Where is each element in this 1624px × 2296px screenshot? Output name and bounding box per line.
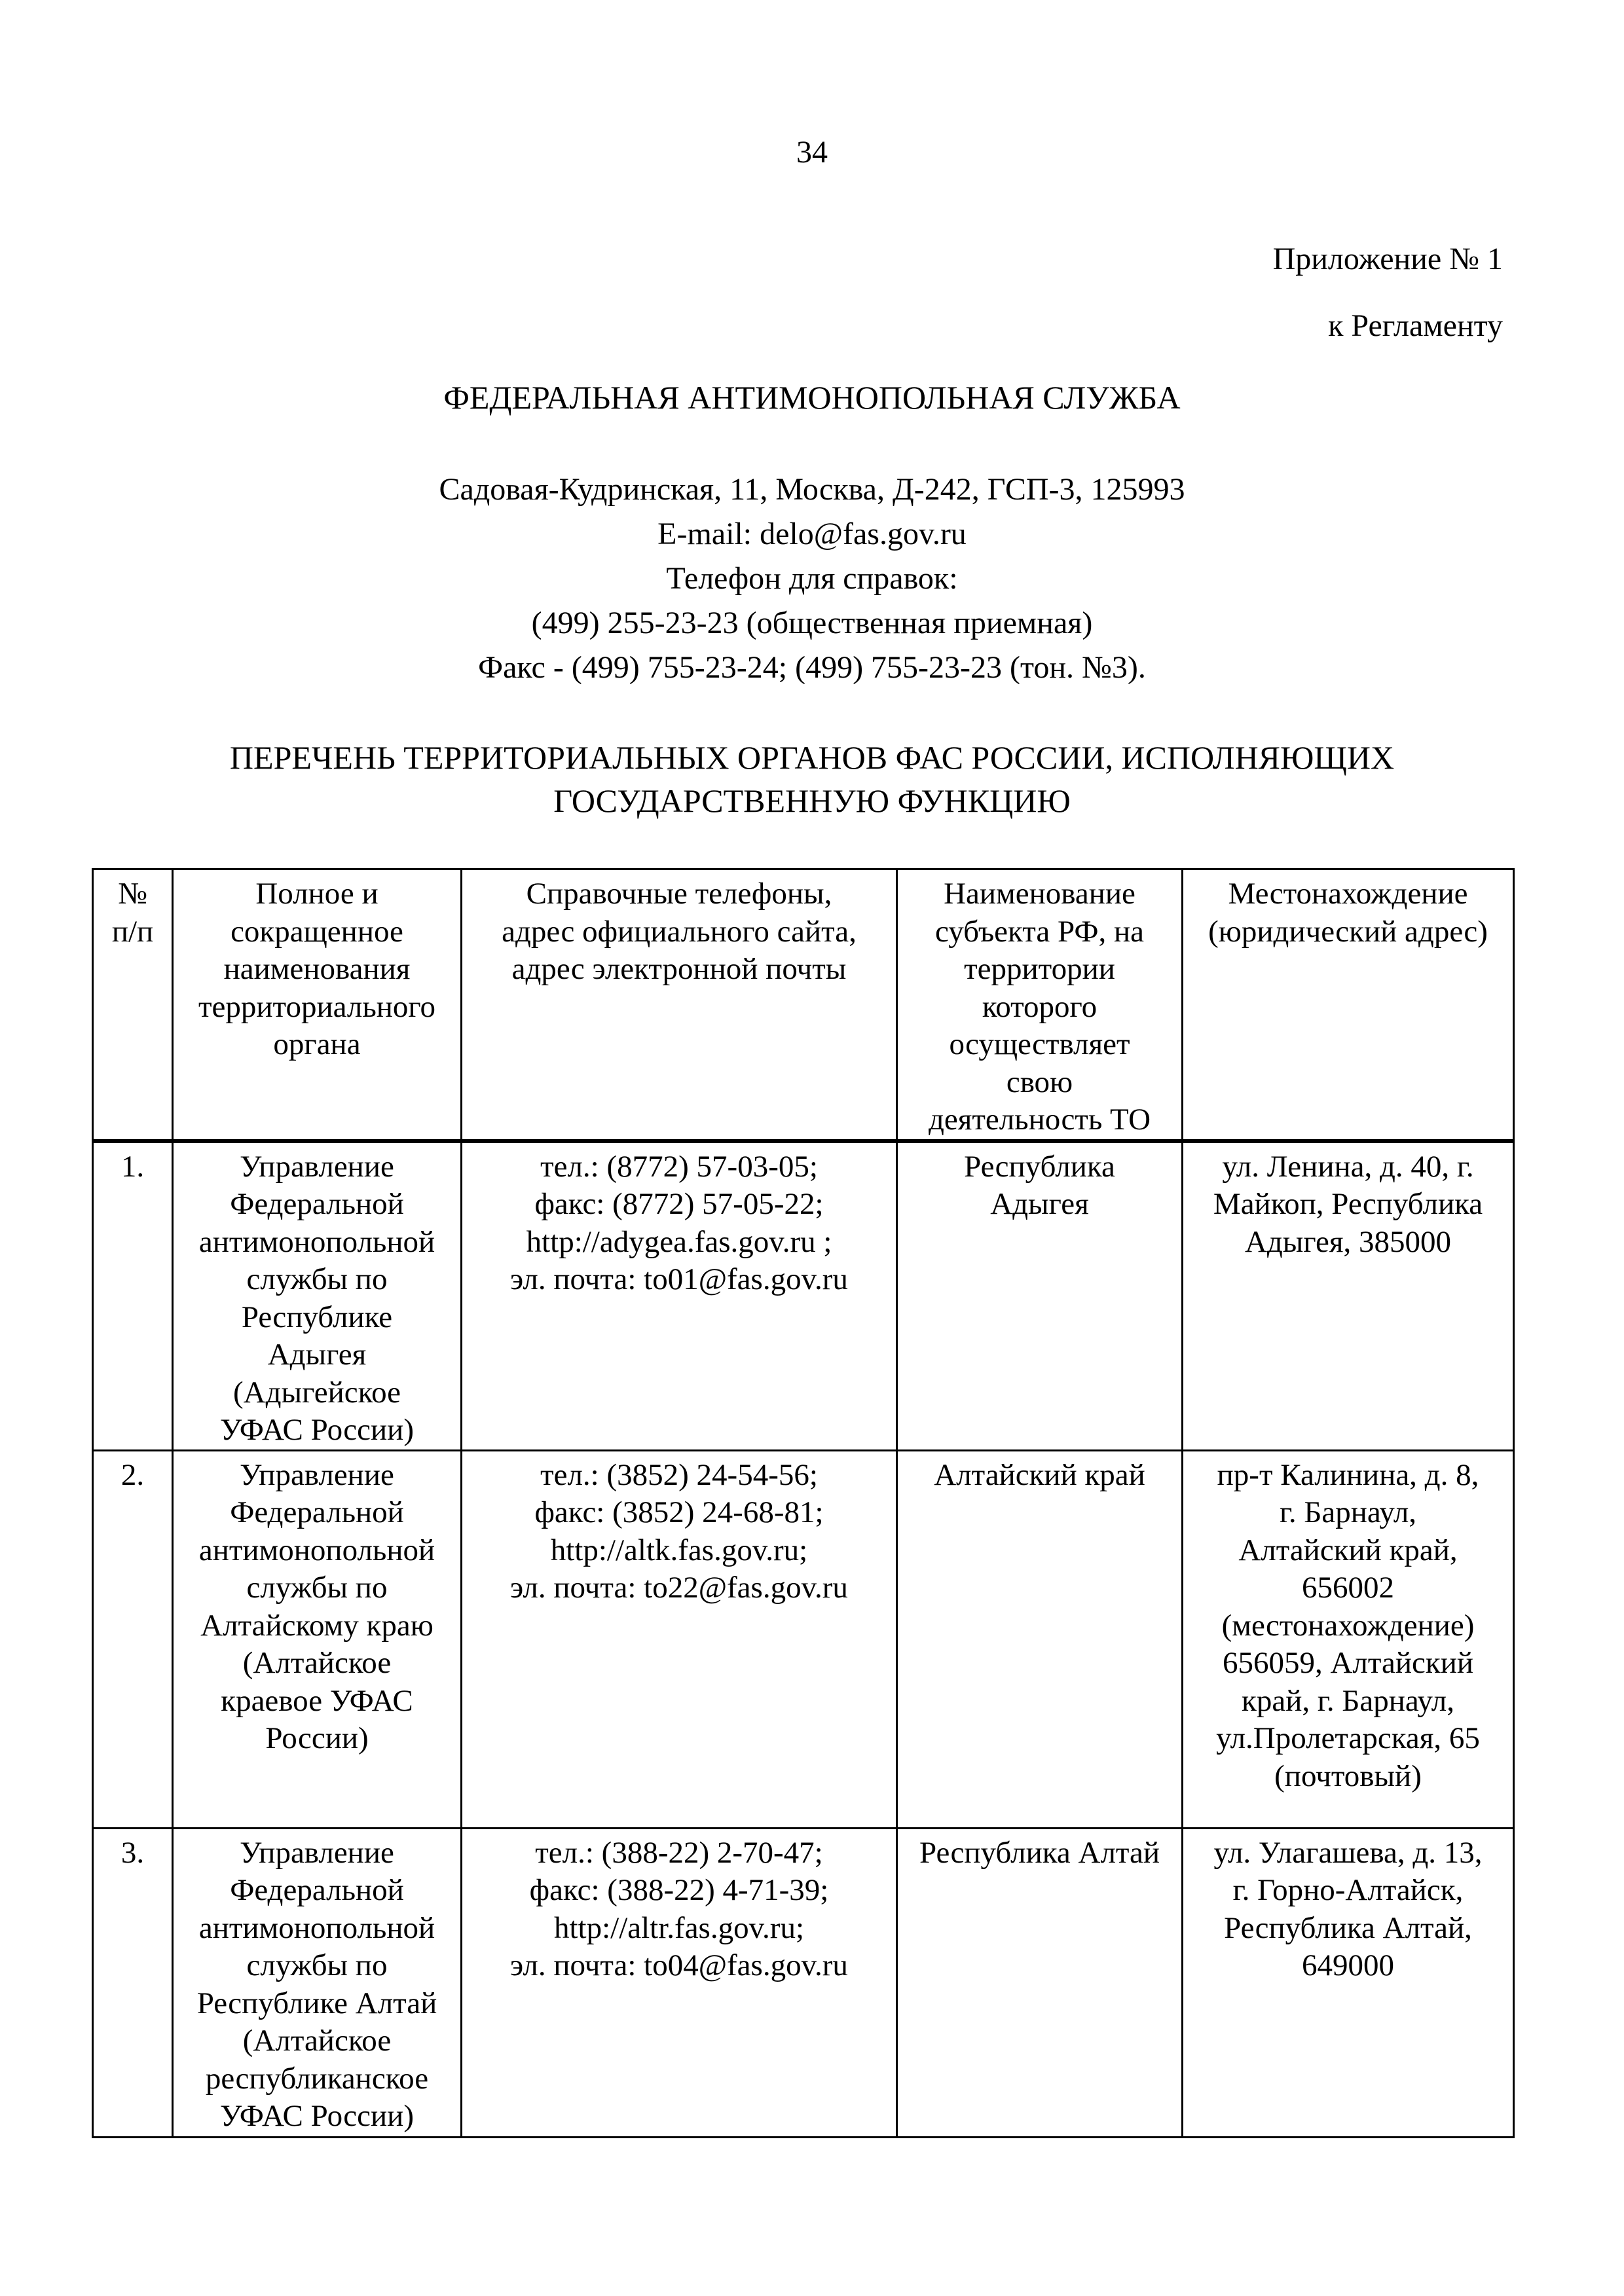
- cell-name: [173, 1450, 462, 1828]
- cell-line: УФАС России): [220, 1413, 414, 1447]
- cell-line: свою: [1006, 1065, 1073, 1099]
- cell-line: территориального: [198, 989, 436, 1024]
- cell-line: службы по: [246, 1948, 388, 1982]
- cell-line: Республике: [241, 1300, 393, 1334]
- cell-contacts: [462, 1141, 897, 1451]
- cell-line: сокращенное: [231, 914, 403, 949]
- cell-number: [93, 1141, 173, 1451]
- cell-region: [897, 1141, 1183, 1451]
- cell-line: антимонопольной: [198, 1533, 435, 1567]
- cell-line: службы по: [246, 1262, 388, 1296]
- cell-line: 656002: [1302, 1571, 1394, 1605]
- cell-line: факс: (8772) 57-05-22;: [534, 1187, 824, 1221]
- cell-line: Адыгея, 385000: [1244, 1224, 1452, 1259]
- cell-line: факс: (3852) 24-68-81;: [534, 1495, 824, 1529]
- cell-line: республиканское: [205, 2061, 429, 2096]
- cell-line: наименования: [223, 952, 411, 986]
- cell-line: Майкоп, Республика: [1213, 1187, 1483, 1221]
- list-heading-line: ГОСУДАРСТВЕННУЮ ФУНКЦИЮ: [553, 782, 1071, 819]
- contact-block: [0, 467, 1624, 690]
- cell-line: эл. почта: to04@fas.gov.ru: [510, 1948, 848, 1982]
- cell-line: №: [118, 877, 147, 911]
- cell-line: 1.: [120, 1149, 145, 1184]
- cell-line: Управление: [240, 1457, 394, 1492]
- fax-line: Факс - (499) 755-23-24; (499) 755-23-23 (тон. №3).: [478, 650, 1146, 685]
- header-name: [173, 869, 462, 1141]
- cell-line: Полное и: [255, 877, 378, 911]
- cell-line: Федеральной: [230, 1495, 404, 1529]
- page-number: 34: [796, 135, 828, 170]
- cell-line: Республика Алтай: [919, 1835, 1160, 1870]
- cell-line: (местонахождение): [1221, 1608, 1475, 1643]
- cell-line: эл. почта: to01@fas.gov.ru: [510, 1262, 848, 1296]
- list-heading: [0, 736, 1624, 822]
- cell-line: органа: [273, 1027, 361, 1061]
- appendix-number: Приложение № 1: [1272, 242, 1503, 276]
- table-row: [93, 1141, 1514, 1451]
- cell-line: край, г. Барнаул,: [1242, 1683, 1454, 1718]
- header-address: [1183, 869, 1514, 1141]
- table-row: [93, 1828, 1514, 2137]
- cell-line: (Алтайское: [242, 2024, 392, 2058]
- cell-name: [173, 1828, 462, 2137]
- cell-line: УФАС России): [220, 2099, 414, 2133]
- cell-line: ул.Пролетарская, 65: [1216, 1721, 1480, 1755]
- cell-line: 649000: [1302, 1948, 1394, 1982]
- cell-line: которого: [982, 989, 1098, 1024]
- cell-name: [173, 1141, 462, 1451]
- cell-line: антимонопольной: [198, 1910, 435, 1945]
- postal-address: Садовая-Кудринская, 11, Москва, Д-242, ГСП-3, 125993: [439, 472, 1185, 507]
- cell-line: эл. почта: to22@fas.gov.ru: [510, 1571, 848, 1605]
- cell-line: антимонопольной: [198, 1224, 435, 1259]
- cell-line: краевое УФАС: [221, 1683, 413, 1718]
- cell-line: (юридический адрес): [1208, 914, 1488, 949]
- cell-line: Справочные телефоны,: [526, 877, 832, 911]
- cell-line: тел.: (8772) 57-03-05;: [540, 1149, 818, 1184]
- cell-line: Алтайский край,: [1238, 1533, 1458, 1567]
- cell-line: (Алтайское: [242, 1646, 392, 1680]
- organization-title: ФЕДЕРАЛЬНАЯ АНТИМОНОПОЛЬНАЯ СЛУЖБА: [443, 379, 1181, 416]
- cell-line: ул. Улагашева, д. 13,: [1213, 1835, 1483, 1870]
- cell-line: деятельность ТО: [928, 1102, 1151, 1137]
- cell-contacts: [462, 1828, 897, 2137]
- cell-line: адрес электронной почты: [511, 952, 847, 986]
- appendix-note: [1273, 226, 1503, 359]
- cell-line: России): [265, 1721, 369, 1755]
- cell-line: http://adygea.fas.gov.ru ;: [526, 1224, 832, 1259]
- cell-line: п/п: [111, 914, 154, 949]
- cell-region: [897, 1828, 1183, 2137]
- list-heading-line: ПЕРЕЧЕНЬ ТЕРРИТОРИАЛЬНЫХ ОРГАНОВ ФАС РОССИИ, ИСПОЛНЯЮЩИХ: [229, 739, 1395, 776]
- cell-line: территории: [964, 952, 1115, 986]
- cell-line: Алтайскому краю: [200, 1608, 434, 1643]
- phone-label: Телефон для справок:: [666, 561, 958, 596]
- cell-line: тел.: (388-22) 2-70-47;: [535, 1835, 823, 1870]
- cell-line: http://altk.fas.gov.ru;: [550, 1533, 808, 1567]
- cell-address: [1183, 1141, 1514, 1451]
- cell-line: ул. Ленина, д. 40, г.: [1222, 1149, 1474, 1184]
- cell-number: [93, 1828, 173, 2137]
- cell-line: 3.: [120, 1835, 145, 1870]
- cell-line: тел.: (3852) 24-54-56;: [540, 1457, 818, 1492]
- cell-line: осуществляет: [949, 1027, 1130, 1061]
- cell-line: г. Барнаул,: [1279, 1495, 1417, 1529]
- table-row: [93, 1450, 1514, 1828]
- cell-address: [1183, 1450, 1514, 1828]
- cell-line: факс: (388-22) 4-71-39;: [529, 1873, 829, 1907]
- cell-line: субъекта РФ, на: [935, 914, 1144, 949]
- cell-line: Алтайский край: [934, 1457, 1145, 1492]
- appendix-reference: к Регламенту: [1328, 308, 1503, 343]
- cell-line: (Адыгейское: [233, 1375, 401, 1410]
- cell-line: адрес официального сайта,: [502, 914, 857, 949]
- cell-line: Федеральной: [230, 1873, 404, 1907]
- cell-address: [1183, 1828, 1514, 2137]
- cell-line: Управление: [240, 1835, 394, 1870]
- cell-region: [897, 1450, 1183, 1828]
- cell-line: Наименование: [944, 877, 1135, 911]
- cell-line: Федеральной: [230, 1187, 404, 1221]
- cell-line: Управление: [240, 1149, 394, 1184]
- cell-line: http://altr.fas.gov.ru;: [553, 1910, 805, 1945]
- cell-line: Республика: [964, 1149, 1115, 1184]
- cell-line: г. Горно-Алтайск,: [1232, 1873, 1464, 1907]
- cell-line: Местонахождение: [1228, 877, 1468, 911]
- cell-line: 2.: [120, 1457, 145, 1492]
- cell-contacts: [462, 1450, 897, 1828]
- cell-number: [93, 1450, 173, 1828]
- header-number: [93, 869, 173, 1141]
- table-header: [93, 869, 1514, 1141]
- cell-line: (почтовый): [1274, 1758, 1422, 1793]
- cell-line: 656059, Алтайский: [1222, 1646, 1474, 1680]
- cell-line: службы по: [246, 1571, 388, 1605]
- header-region: [897, 869, 1183, 1141]
- cell-line: пр-т Калинина, д. 8,: [1217, 1457, 1479, 1492]
- header-contacts: [462, 869, 897, 1141]
- cell-line: Адыгея: [267, 1338, 367, 1372]
- cell-line: Республика Алтай,: [1224, 1910, 1472, 1945]
- territorial-bodies-table: [92, 868, 1515, 2138]
- cell-line: Республике Алтай: [196, 1986, 437, 2020]
- phone-line: (499) 255-23-23 (общественная приемная): [531, 606, 1093, 640]
- cell-line: Адыгея: [990, 1187, 1089, 1221]
- email-line: E-mail: delo@fas.gov.ru: [657, 517, 967, 551]
